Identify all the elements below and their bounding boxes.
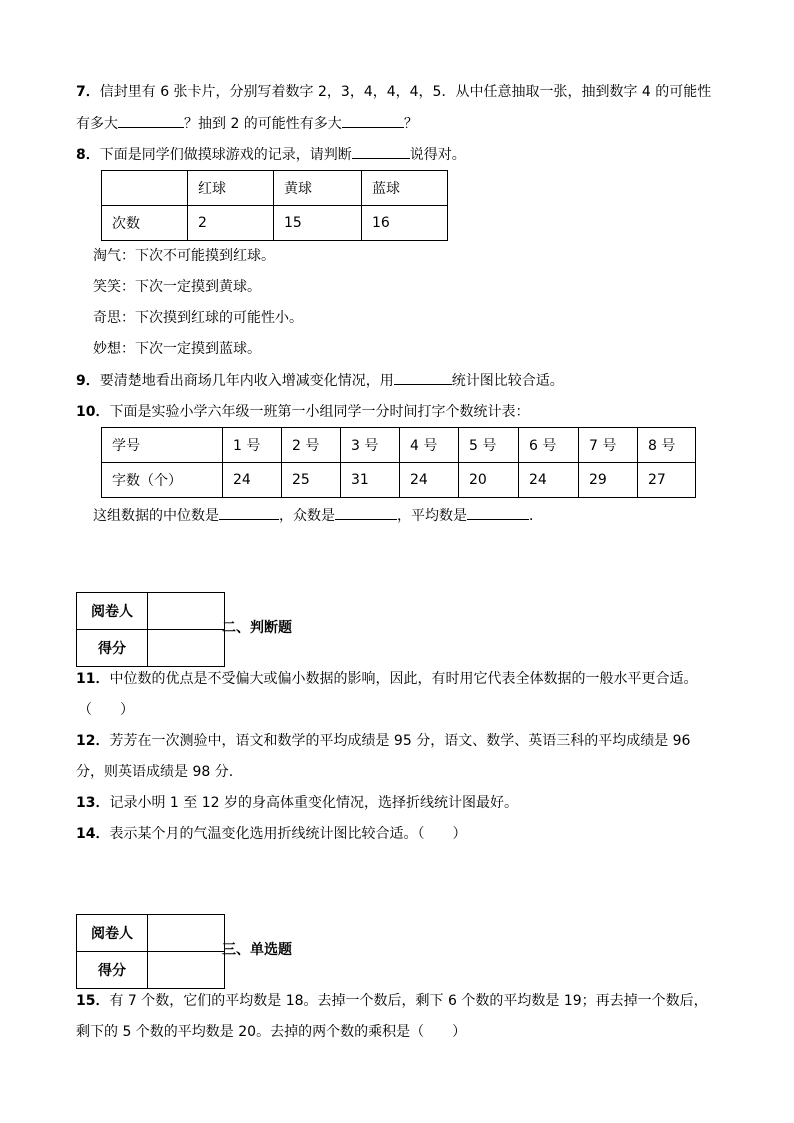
table-row <box>102 171 448 206</box>
question-number: 12． <box>76 733 110 749</box>
table-cell: 4 号 <box>400 428 459 463</box>
question-15-line2: 剩下的 5 个数的平均数是 20。去掉的两个数的乘积是（ ） <box>76 1024 467 1040</box>
reviewer-label: 阅卷人 <box>77 915 148 952</box>
question-8-line <box>76 144 466 165</box>
table-cell: 24 <box>223 463 282 498</box>
question-text: 要清楚地看出商场几年内收入增减变化情况，用 <box>99 373 394 389</box>
question-text: 有 7 个数，它们的平均数是 18。去掉一个数后，剩下 6 个数的平均数是 19；再去掉一个数后， <box>109 993 708 1009</box>
question-text: 这组数据的中位数是 <box>93 508 219 524</box>
table-cell: 31 <box>341 463 400 498</box>
statement-miaoxiang: 妙想：下次一定摸到蓝球。 <box>93 341 261 357</box>
table-row <box>77 915 225 952</box>
table-row <box>77 593 225 630</box>
question-number: 13． <box>76 795 110 811</box>
reviewer-field[interactable] <box>148 593 225 630</box>
table-cell: 29 <box>579 463 638 498</box>
question-number: 10． <box>76 404 110 420</box>
question-text: 说得对。 <box>409 147 466 163</box>
question-13-line <box>76 793 518 813</box>
score-field[interactable] <box>148 630 225 667</box>
table-row <box>102 428 696 463</box>
section-title-single-choice: 三、单选题 <box>222 942 292 958</box>
question-text: ？抽到 2 的可能性有多大 <box>184 116 342 132</box>
table-row <box>77 952 225 989</box>
question-9-line <box>76 370 564 391</box>
table-cell: 7 号 <box>579 428 638 463</box>
table-cell: 20 <box>459 463 519 498</box>
question-text: 下面是实验小学六年级一班第一小组同学一分时间打字个数统计表： <box>109 404 530 420</box>
question-text: 表示某个月的气温变化选用折线统计图比较合适。（ ） <box>109 826 467 842</box>
table-cell: 3 号 <box>341 428 400 463</box>
answer-blank[interactable] <box>219 505 279 520</box>
reviewer-label: 阅卷人 <box>77 593 148 630</box>
table-cell: 黄球 <box>274 171 362 206</box>
question-text: 信封里有 6 张卡片，分别写着数字 2，3，4，4，4，5．从中任意抽取一张，抽到数字 4 的可能性 <box>99 84 712 100</box>
score-box-section2 <box>76 592 225 667</box>
question-7-line1 <box>76 82 711 102</box>
typing-stats-table <box>101 427 696 498</box>
table-cell: 24 <box>400 463 459 498</box>
reviewer-field[interactable] <box>148 915 225 952</box>
ball-game-table <box>101 170 448 241</box>
question-number: 8． <box>76 147 100 163</box>
table-cell: 27 <box>638 463 696 498</box>
table-cell: 学号 <box>102 428 223 463</box>
answer-blank[interactable] <box>394 370 452 385</box>
table-cell: 1 号 <box>223 428 282 463</box>
question-number: 15． <box>76 993 110 1009</box>
answer-blank[interactable] <box>342 113 404 128</box>
question-text: 中位数的优点是不受偏大或偏小数据的影响，因此，有时用它代表全体数据的一般水平更合适。 <box>109 671 698 687</box>
table-cell: 2 <box>188 206 274 241</box>
statement-qisi: 奇思：下次摸到红球的可能性小。 <box>93 310 303 326</box>
section-title-judgement: 二、判断题 <box>222 620 292 636</box>
question-12-line1 <box>76 731 690 751</box>
score-label: 得分 <box>77 630 148 667</box>
question-number: 7． <box>76 84 100 100</box>
question-11-line1 <box>76 669 697 689</box>
question-number: 14． <box>76 826 110 842</box>
statement-xiaoxiao: 笑笑：下次一定摸到黄球。 <box>93 279 261 295</box>
question-text: 统计图比较合适。 <box>451 373 564 389</box>
question-text: ，众数是 <box>279 508 335 524</box>
question-10-tail <box>93 505 543 526</box>
score-box-section3 <box>76 914 225 989</box>
question-text: ？ <box>403 116 418 132</box>
question-number: 9． <box>76 373 100 389</box>
question-number: 11． <box>76 671 110 687</box>
question-15-line1 <box>76 991 708 1011</box>
score-label: 得分 <box>77 952 148 989</box>
question-text: 下面是同学们做摸球游戏的记录，请判断 <box>99 147 352 163</box>
answer-blank[interactable] <box>335 505 397 520</box>
question-14-line <box>76 824 466 844</box>
question-text: 记录小明 1 至 12 岁的身高体重变化情况，选择折线统计图最好。 <box>109 795 519 811</box>
table-row <box>77 630 225 667</box>
question-text: 有多大 <box>76 116 118 132</box>
table-cell: 8 号 <box>638 428 696 463</box>
question-10-line <box>76 402 529 422</box>
table-cell: 2 号 <box>282 428 341 463</box>
table-row <box>102 463 696 498</box>
table-cell: 红球 <box>188 171 274 206</box>
answer-blank[interactable] <box>118 113 184 128</box>
table-cell <box>102 171 188 206</box>
answer-blank[interactable] <box>352 144 410 159</box>
table-cell: 蓝球 <box>362 171 448 206</box>
question-12-line2: 分，则英语成绩是 98 分. <box>76 764 234 780</box>
table-cell: 6 号 <box>519 428 579 463</box>
score-field[interactable] <box>148 952 225 989</box>
question-text: ，平均数是 <box>397 508 467 524</box>
table-row <box>102 206 448 241</box>
table-cell: 5 号 <box>459 428 519 463</box>
table-cell: 24 <box>519 463 579 498</box>
table-cell: 16 <box>362 206 448 241</box>
table-cell: 次数 <box>102 206 188 241</box>
question-11-line2: （ ） <box>78 702 134 718</box>
question-text: ． <box>529 508 543 524</box>
table-cell: 25 <box>282 463 341 498</box>
question-text: 芳芳在一次测验中，语文和数学的平均成绩是 95 分，语文、数学、英语三科的平均成绩是 96 <box>109 733 691 749</box>
table-cell: 字数（个） <box>102 463 223 498</box>
statement-taoqi: 淘气：下次不可能摸到红球。 <box>93 248 275 264</box>
answer-blank[interactable] <box>467 505 529 520</box>
question-7-line2 <box>76 113 418 134</box>
table-cell: 15 <box>274 206 362 241</box>
